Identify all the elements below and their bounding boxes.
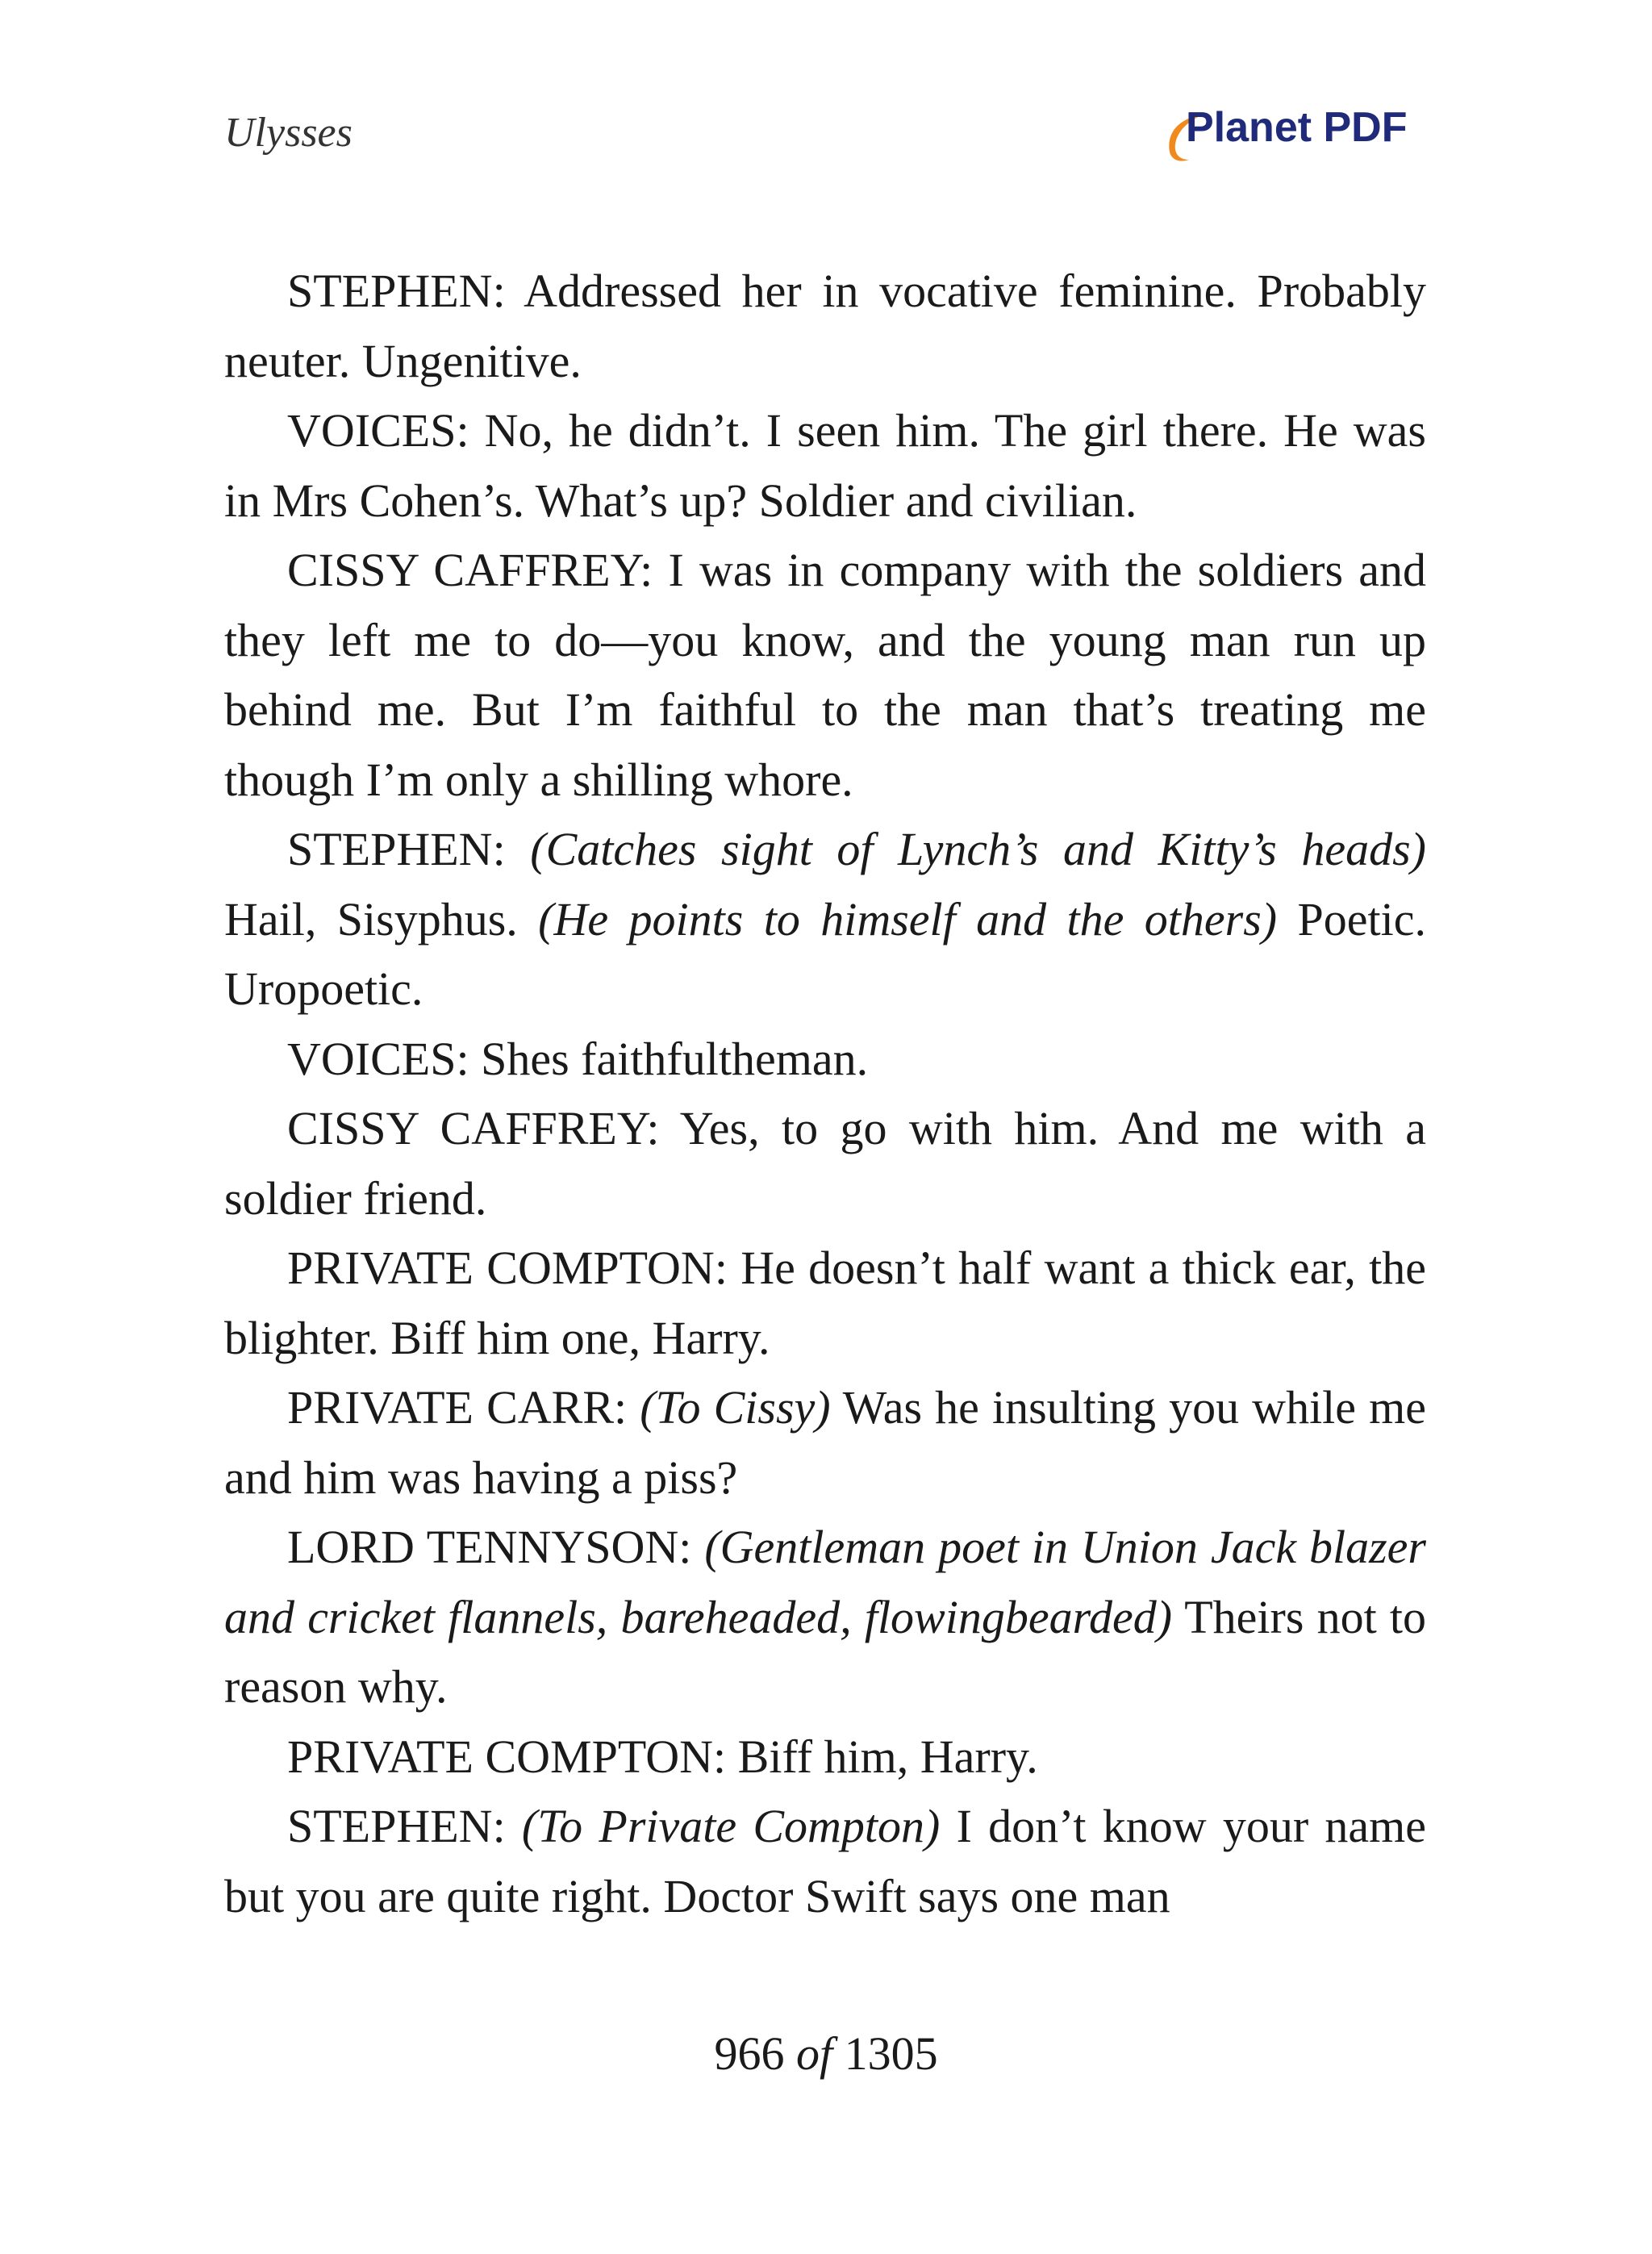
paragraph xyxy=(224,396,1426,536)
speaker-name: PRIVATE COMPTON: xyxy=(287,1730,727,1783)
stage-direction: (He points to himself and the others) xyxy=(538,892,1278,945)
dialogue-text: Biff him, Harry. xyxy=(726,1730,1038,1783)
stage-direction: (Catches sight of Lynch’s and Kitty’s heads) xyxy=(530,823,1427,875)
paragraph xyxy=(224,536,1426,815)
page-number xyxy=(0,2027,1652,2081)
speaker-name: LORD TENNYSON: xyxy=(287,1521,692,1573)
page-of: of xyxy=(795,2027,833,2080)
stage-direction: (To Cissy) xyxy=(640,1381,831,1434)
paragraph xyxy=(224,1094,1426,1233)
dialogue-text: No, he didn’t. I seen him. The girl there. He was in Mrs Cohen’s. What’s up? Soldier and civilian. xyxy=(224,404,1426,527)
paragraph xyxy=(224,257,1426,396)
speaker-name: VOICES: xyxy=(287,1032,469,1085)
speaker-name: PRIVATE CARR: xyxy=(287,1381,628,1434)
dialogue-text: Poetic. Uropoetic. xyxy=(224,892,1426,1015)
dialogue-text: I was in company with the soldiers and they left me to do—you know, and the young man run up behind me. But I’m faithful to the man that’s treating me though I’m only a shilling whore. xyxy=(224,544,1427,806)
dialogue-text: Was he insulting you while me and him was having a piss? xyxy=(224,1381,1426,1504)
dialogue-text: Hail, Sisyphus. xyxy=(224,892,539,945)
running-title: Ulysses xyxy=(224,110,353,156)
speaker-name: STEPHEN: xyxy=(287,265,506,317)
speaker-name: CISSY CAFFREY: xyxy=(287,544,653,596)
dialogue-text: Theirs not to reason why. xyxy=(224,1590,1426,1713)
paragraph xyxy=(224,1233,1426,1373)
page-body xyxy=(224,257,1426,1931)
page-current: 966 xyxy=(714,2027,785,2080)
paragraph xyxy=(224,1722,1426,1793)
paragraph xyxy=(224,1025,1426,1095)
speaker-name: STEPHEN: xyxy=(287,823,506,875)
dialogue-text: Shes faithfultheman. xyxy=(469,1032,869,1085)
logo-text: Planet PDF xyxy=(1186,104,1408,151)
dialogue-text: I don’t know your name but you are quite right. Doctor Swift says one man xyxy=(224,1800,1427,1922)
paragraph xyxy=(224,1792,1426,1931)
speaker-name: CISSY CAFFREY: xyxy=(287,1102,660,1154)
speaker-name: STEPHEN: xyxy=(287,1800,506,1852)
dialogue-text: Addressed her in vocative feminine. Probably neuter. Ungenitive. xyxy=(224,265,1426,387)
dialogue-text: Yes, to go with him. And me with a soldier friend. xyxy=(224,1102,1426,1225)
paragraph xyxy=(224,1513,1426,1722)
speaker-name: PRIVATE COMPTON: xyxy=(287,1242,728,1294)
stage-direction: (Gentleman poet in Union Jack blazer and cricket flannels, bareheaded, flowingbearded) xyxy=(224,1521,1426,1643)
paragraph xyxy=(224,815,1426,1025)
stage-direction: (To Private Compton) xyxy=(521,1800,941,1852)
planet-pdf-logo xyxy=(1162,103,1428,164)
page-total: 1305 xyxy=(844,2027,938,2080)
speaker-name: VOICES: xyxy=(287,404,469,457)
paragraph xyxy=(224,1373,1426,1513)
dialogue-text: He doesn’t half want a thick ear, the blighter. Biff him one, Harry. xyxy=(224,1242,1426,1364)
